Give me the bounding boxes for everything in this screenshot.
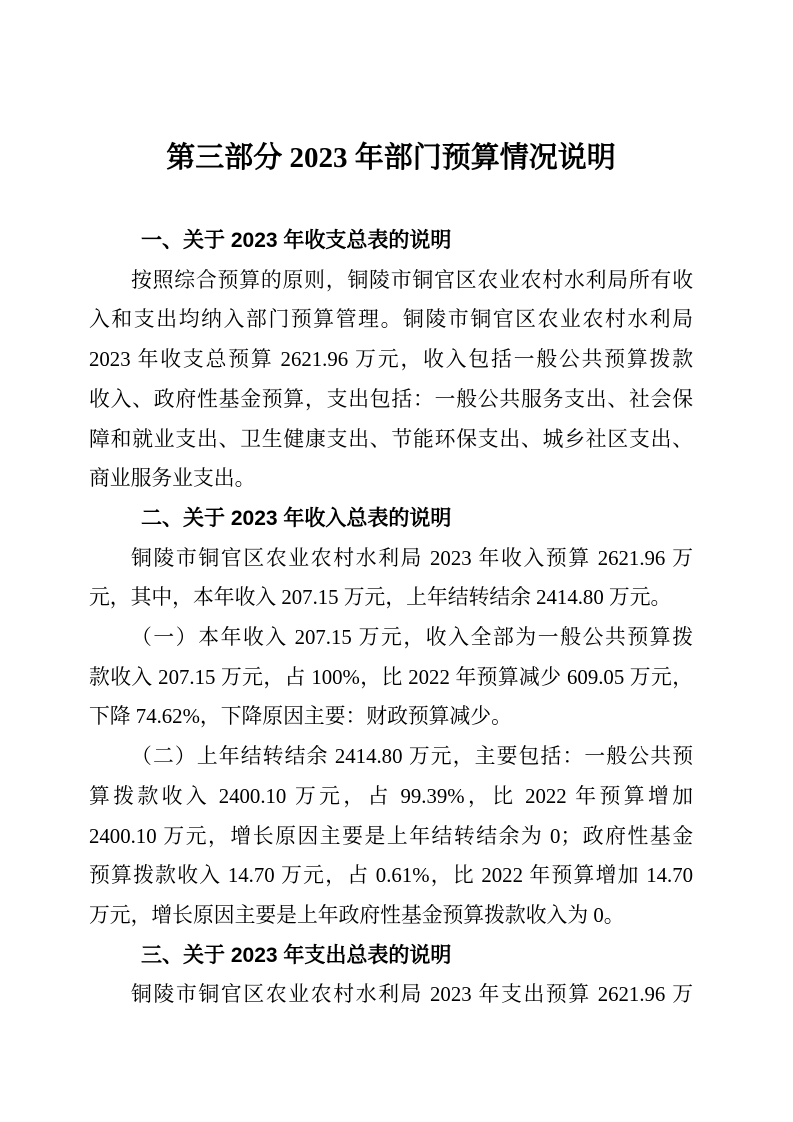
section-heading: 一、关于 2023 年收支总表的说明	[141, 229, 452, 252]
paragraph	[89, 539, 693, 618]
document-title: 第三部分 2023 年部门预算情况说明	[166, 142, 616, 174]
text-line: 商业服务业支出。	[89, 467, 256, 491]
section-heading: 三、关于 2023 年支出总表的说明	[141, 943, 452, 967]
text-line: 按照综合预算的原则，铜陵市铜官区农业农村水利局所有收	[131, 268, 693, 292]
text-line: 元，其中，本年收入 207.15 万元，上年结转结余 2414.80 万元。	[89, 586, 672, 610]
text-line: （一）本年收入 207.15 万元，收入全部为一般公共预算拨	[131, 626, 693, 650]
text-line: 万元，增长原因主要是上年政府性基金预算拨款收入为 0。	[89, 903, 625, 927]
text-line: 铜陵市铜官区农业农村水利局 2023 年支出预算 2621.96 万	[131, 983, 693, 1007]
text-line: 铜陵市铜官区农业农村水利局 2023 年收入预算 2621.96 万	[131, 546, 693, 570]
paragraph	[89, 618, 693, 737]
text-line: 收入、政府性基金预算，支出包括：一般公共服务支出、社会保	[89, 387, 693, 411]
text-line: 下降 74.62%，下降原因主要：财政预算减少。	[89, 705, 512, 729]
text-line: 2400.10 万元，增长原因主要是上年结转结余为 0；政府性基金	[89, 824, 693, 848]
text-line: 款收入 207.15 万元，占 100%，比 2022 年预算减少 609.05 万元，	[89, 665, 693, 689]
document-body	[89, 221, 693, 1015]
text-line: （二）上年结转结余 2414.80 万元，主要包括：一般公共预	[131, 745, 693, 769]
paragraph	[89, 975, 693, 1015]
paragraph	[89, 737, 693, 936]
text-line: 障和就业支出、卫生健康支出、节能环保支出、城乡社区支出、	[89, 427, 693, 451]
text-line: 2023 年收支总预算 2621.96 万元，收入包括一般公共预算拨款	[89, 348, 693, 372]
section-heading: 二、关于 2023 年收入总表的说明	[141, 506, 452, 530]
paragraph	[89, 261, 693, 499]
text-line: 算拨款收入 2400.10 万元，占 99.39%，比 2022 年预算增加	[89, 784, 693, 808]
text-line: 入和支出均纳入部门预算管理。铜陵市铜官区农业农村水利局	[89, 308, 693, 332]
document-content	[89, 0, 693, 1015]
text-line: 预算拨款收入 14.70 万元，占 0.61%，比 2022 年预算增加 14.70	[89, 864, 693, 888]
